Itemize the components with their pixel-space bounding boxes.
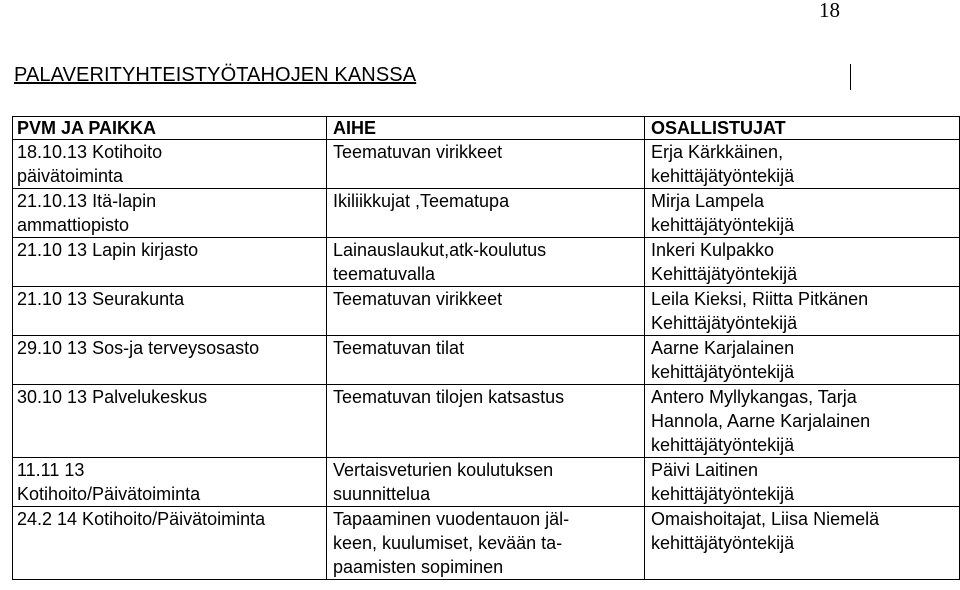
cell-text-line: Teematuvan tilojen katsastus bbox=[333, 387, 565, 407]
table-row bbox=[13, 238, 960, 287]
cell-text-line: Vertaisveturien koulutuksen bbox=[333, 460, 554, 480]
cell-text-line: Omaishoitajat, Liisa Niemelä bbox=[651, 509, 880, 529]
participants-cell bbox=[645, 140, 960, 189]
cell-text-line: 18.10.13 Kotihoito bbox=[17, 142, 163, 162]
cell-text-line: 30.10 13 Palvelukeskus bbox=[17, 387, 208, 407]
table-body bbox=[13, 140, 960, 580]
cell-text-line: Aarne Karjalainen bbox=[651, 338, 795, 358]
topic-cell bbox=[327, 336, 645, 385]
cell-text-line: Mirja Lampela bbox=[651, 191, 765, 211]
date-place-cell bbox=[13, 140, 327, 189]
topic-cell bbox=[327, 238, 645, 287]
participants-cell bbox=[645, 336, 960, 385]
participants-cell bbox=[645, 385, 960, 458]
topic-cell bbox=[327, 140, 645, 189]
cell-text-line: kehittäjätyöntekijä bbox=[651, 484, 795, 504]
cell-text-line: 21.10 13 Lapin kirjasto bbox=[17, 240, 199, 260]
table-row bbox=[13, 336, 960, 385]
cell-text-line: 24.2 14 Kotihoito/Päivätoiminta bbox=[17, 509, 266, 529]
page-number: 18 bbox=[819, 0, 840, 22]
header-topic: AIHE bbox=[327, 117, 645, 140]
cell-text-line: Teematuvan virikkeet bbox=[333, 142, 503, 162]
cell-text-line: suunnittelua bbox=[333, 484, 431, 504]
topic-cell bbox=[327, 458, 645, 507]
date-place-cell bbox=[13, 336, 327, 385]
topic-cell bbox=[327, 507, 645, 580]
cell-text-line: Kehittäjätyöntekijä bbox=[651, 313, 798, 333]
header-participants: OSALLISTUJAT bbox=[645, 117, 960, 140]
topic-cell bbox=[327, 385, 645, 458]
cell-text-line: päivätoiminta bbox=[17, 166, 124, 186]
cell-text-line: Inkeri Kulpakko bbox=[651, 240, 775, 260]
cell-text-line: ammattiopisto bbox=[17, 215, 130, 235]
cell-text-line: 21.10 13 Seurakunta bbox=[17, 289, 185, 309]
cell-text-line: Leila Kieksi, Riitta Pitkänen bbox=[651, 289, 869, 309]
date-place-cell bbox=[13, 189, 327, 238]
header-date-place: PVM JA PAIKKA bbox=[13, 117, 327, 140]
cell-text-line: Teematuvan virikkeet bbox=[333, 289, 503, 309]
cell-text-line: Antero Myllykangas, Tarja bbox=[651, 387, 857, 407]
text-cursor-mark bbox=[850, 64, 851, 90]
cell-text-line: kehittäjätyöntekijä bbox=[651, 435, 795, 455]
cell-text-line: paamisten sopiminen bbox=[333, 557, 504, 577]
participants-cell bbox=[645, 287, 960, 336]
cell-text-line: Päivi Laitinen bbox=[651, 460, 759, 480]
cell-text-line: kehittäjätyöntekijä bbox=[651, 166, 795, 186]
page-title: PALAVERITYHTEISTYÖTAHOJEN KANSSA bbox=[14, 64, 417, 86]
cell-text-line: Kehittäjätyöntekijä bbox=[651, 264, 798, 284]
topic-cell bbox=[327, 189, 645, 238]
table-row bbox=[13, 385, 960, 458]
meetings-table bbox=[12, 116, 960, 580]
table-header-row bbox=[13, 117, 960, 140]
topic-cell bbox=[327, 287, 645, 336]
cell-text-line: Lainauslaukut,atk-koulutus bbox=[333, 240, 547, 260]
cell-text-line: 21.10.13 Itä-lapin bbox=[17, 191, 157, 211]
cell-text-line: Teematuvan tilat bbox=[333, 338, 465, 358]
cell-text-line: kehittäjätyöntekijä bbox=[651, 533, 795, 553]
cell-text-line: Hannola, Aarne Karjalainen bbox=[651, 411, 871, 431]
date-place-cell bbox=[13, 385, 327, 458]
date-place-cell bbox=[13, 458, 327, 507]
table-row bbox=[13, 140, 960, 189]
participants-cell bbox=[645, 238, 960, 287]
participants-cell bbox=[645, 507, 960, 580]
table-row bbox=[13, 507, 960, 580]
cell-text-line: Ikiliikkujat ,Teematupa bbox=[333, 191, 510, 211]
cell-text-line: kehittäjätyöntekijä bbox=[651, 215, 795, 235]
date-place-cell bbox=[13, 287, 327, 336]
participants-cell bbox=[645, 189, 960, 238]
participants-cell bbox=[645, 458, 960, 507]
date-place-cell bbox=[13, 238, 327, 287]
cell-text-line: Kotihoito/Päivätoiminta bbox=[17, 484, 201, 504]
cell-text-line: teematuvalla bbox=[333, 264, 436, 284]
cell-text-line: Erja Kärkkäinen, bbox=[651, 142, 784, 162]
cell-text-line: keen, kuulumiset, kevään ta- bbox=[333, 533, 563, 553]
table-row bbox=[13, 458, 960, 507]
cell-text-line: 11.11 13 bbox=[17, 460, 85, 480]
cell-text-line: Tapaaminen vuodentauon jäl- bbox=[333, 509, 570, 529]
table-row bbox=[13, 287, 960, 336]
cell-text-line: kehittäjätyöntekijä bbox=[651, 362, 795, 382]
date-place-cell bbox=[13, 507, 327, 580]
cell-text-line: 29.10 13 Sos-ja terveysosasto bbox=[17, 338, 260, 358]
table-row bbox=[13, 189, 960, 238]
